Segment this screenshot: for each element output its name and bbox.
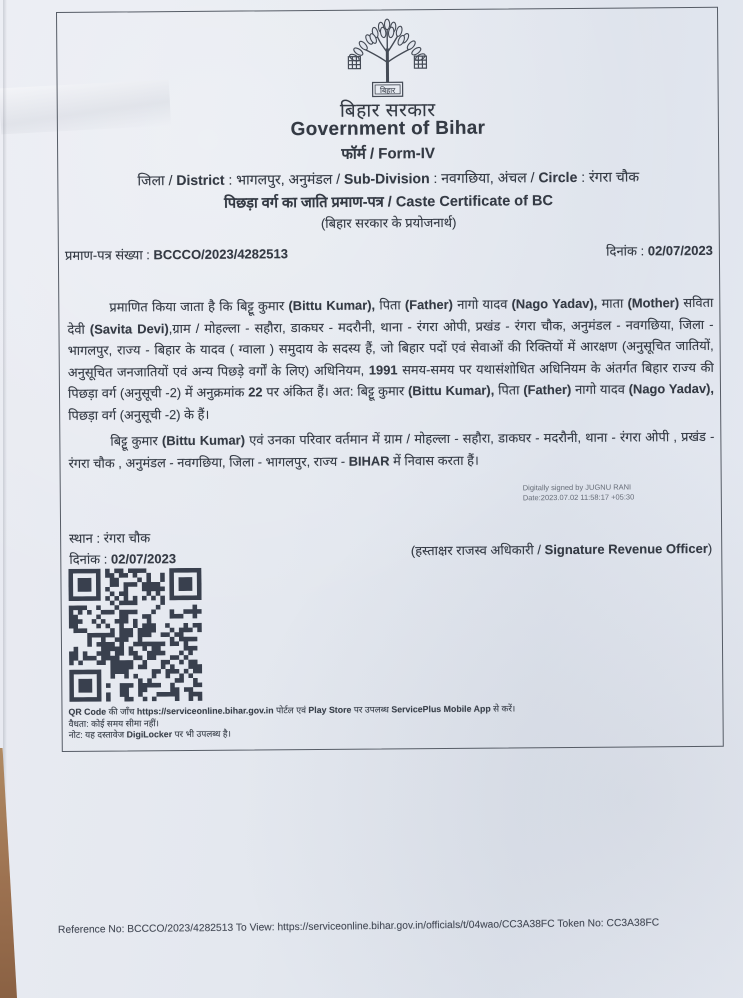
certificate-meta-row <box>65 241 713 264</box>
table-surface-corner <box>0 748 17 998</box>
qr-code <box>68 568 202 702</box>
certificate-body-paragraph-2: बिट्टू कुमार (Bittu Kumar) एवं उनका परिवार वर्तमान में ग्राम / मोहल्ला - सहौरा, डाकघर - मदरौनी, थाना - रंगरा ओपी , प्रखंड - रंगरा चौक , अनुमंडल - नवगछिया, जिला - भागलपुर, राज्य - BIHAR में निवास करता हैं। <box>68 428 715 471</box>
caste-certificate-line: पिछड़ा वर्ग का जाति प्रमाण-पत्र / Caste Certificate of BC <box>224 193 554 212</box>
purpose-line: (बिहार सरकार के प्रयोजनार्थ) <box>320 214 457 231</box>
qr-note-line-3: नोट: यह दस्तावेज DigiLocker पर भी उपलब्ध है। <box>68 728 231 740</box>
digital-signature-line-2: Date:2023.07.02 11:58:17 +05:30 <box>522 491 635 502</box>
signature-officer-line: (हस्ताक्षर राजस्व अधिकारी / Signature Revenue Officer) <box>410 540 713 559</box>
reference-line: Reference No: BCCCO/2023/4282513 To View: https://serviceonline.bihar.gov.in/officials/t/04wao/CC3A38FC Token No: CC3A38FC <box>57 917 660 936</box>
certificate-document <box>56 7 724 752</box>
issue-date: दिनांक : 02/07/2023 <box>606 242 713 259</box>
title-hindi: बिहार सरकार <box>339 100 436 122</box>
qr-note-line-2: वैधता: कोई समय सीमा नहीं। <box>68 717 160 729</box>
title-english: Government of Bihar <box>290 117 486 141</box>
digital-signature-note <box>523 482 635 502</box>
qr-note-line-1: QR Code की जाँच https://serviceonline.bihar.gov.in पोर्टल एवं Play Store पर उपलब्ध ServicePlus Mobile App से करें। <box>68 703 516 717</box>
certificate-body-paragraph-1: प्रमाणित किया जाता है कि बिट्टू कुमार (Bittu Kumar), पिता (Father) नागो यादव (Nago Yadav), माता (Mother) सविता देवी (Savita Devi),ग्राम / मोहल्ला - सहौरा, डाकघर - मदरौनी, थाना - रंगरा ओपी, प्रखंड - रंगरा चौक, अनुमंडल - नवगछिया, जिला - भागलपुर, राज्य - बिहार के यादव ( ग्वाला ) समुदाय के सदस्य हैं, जो बिहार पदों एवं सेवाओं की रिक्तियों में आरक्षण (अनुसूचित जातियों, अनुसूचित जनजातियों एवं अन्य पिछड़े वर्गों के लिए) अधिनियम, 1991 समय-समय पर यथासंशोधित अधिनियम के अंतर्गत बिहार राज्य की पिछड़ा वर्ग (अनुसूची -2) में अनुक्रमांक 22 पर अंकित हैं। अत: बिट्टू कुमार (Bittu Kumar), पिता (Father) नागो यादव (Nago Yadav), पिछड़ा वर्ग (अनुसूची -2) के हैं। <box>67 294 715 423</box>
qr-notes <box>68 703 515 741</box>
date-line: दिनांक : 02/07/2023 <box>69 551 177 567</box>
digital-signature-line-1: Digitally signed by JUGNU RANI <box>522 482 632 493</box>
emblem-label: बिहार <box>379 85 396 95</box>
form-title: फॉर्म / Form-IV <box>341 145 435 163</box>
district-line: जिला / District : भागलपुर, अनुमंडल / Sub-Division : नवगछिया, अंचल / Circle : रंगरा चौक <box>137 168 640 189</box>
certificate-number: प्रमाण-पत्र संख्या : BCCCO/2023/4282513 <box>64 246 288 263</box>
place-line: स्थान : रंगरा चौक <box>69 530 151 546</box>
